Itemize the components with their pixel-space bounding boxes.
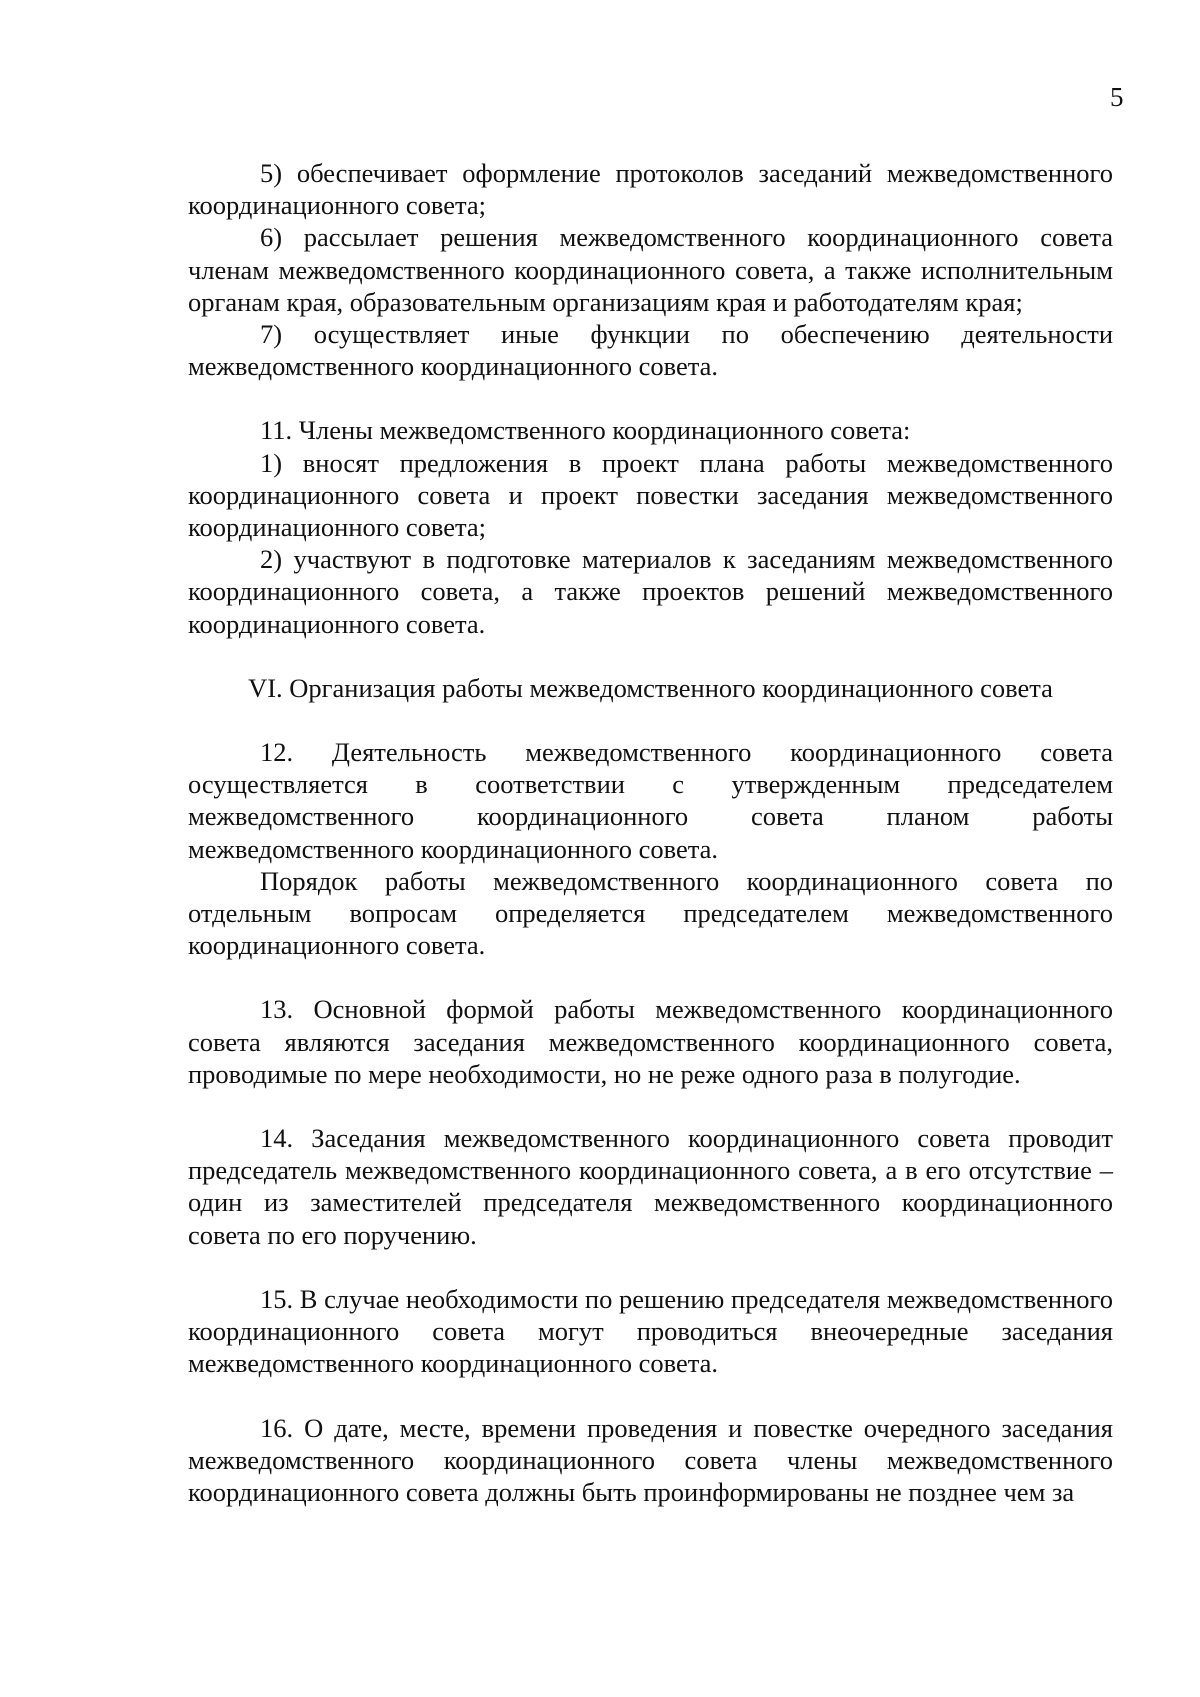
clause-12-paragraph-2: Порядок работы межведомственного координационного совета по отдельным вопросам определяется председателем межведомственного координационного совета. bbox=[188, 865, 1113, 961]
paragraph-item-7: 7) осуществляет иные функции по обеспечению деятельности межведомственного координационного совета. bbox=[188, 319, 1113, 382]
clause-14: 14. Заседания межведомственного координационного совета проводит председатель межведомственного координационного совета, а в его отсутствие – один из заместителей председателя межведомственного координационного совета по его поручению. bbox=[188, 1123, 1113, 1250]
clause-15: 15. В случае необходимости по решению председателя межведомственного координационного совета могут проводиться внеочередные заседания межведомственного координационного совета. bbox=[188, 1283, 1113, 1379]
clause-11-item-2: 2) участвуют в подготовке материалов к заседаниям межведомственного координационного совета, а также проектов решений межведомственного координационного совета. bbox=[188, 544, 1113, 639]
clause-16: 16. О дате, месте, времени проведения и повестке очередного заседания межведомственного координационного совета члены межведомственного координационного совета должны быть проинформированы не позднее чем за bbox=[188, 1412, 1113, 1507]
document-body bbox=[188, 157, 1113, 1508]
page-number: 5 bbox=[1110, 82, 1124, 112]
section-vi-title: VI. Организация работы межведомственного координационного совета bbox=[248, 672, 1053, 703]
clause-12-paragraph-1: 12. Деятельность межведомственного координационного совета осуществляется в соответствии с утвержденным председателем межведомственного координационного совета планом работы межведомственного координационного совета. bbox=[188, 737, 1113, 864]
clause-13: 13. Основной формой работы межведомственного координационного совета являются заседания межведомственного координационного совета, проводимые по мере необходимости, но не реже одного раза в полугодие. bbox=[188, 994, 1113, 1089]
clause-11-heading: 11. Члены межведомственного координационного совета: bbox=[260, 415, 911, 446]
paragraph-item-5: 5) обеспечивает оформление протоколов заседаний межведомственного координационного совета; bbox=[188, 158, 1113, 221]
clause-11-item-1: 1) вносят предложения в проект плана работы межведомственного координационного совета и проект повестки заседания межведомственного координационного совета; bbox=[188, 447, 1113, 543]
paragraph-item-6: 6) рассылает решения межведомственного координационного совета членам межведомственного координационного совета, а также исполнительным органам края, образовательным организациям края и работодателям края; bbox=[188, 222, 1113, 317]
